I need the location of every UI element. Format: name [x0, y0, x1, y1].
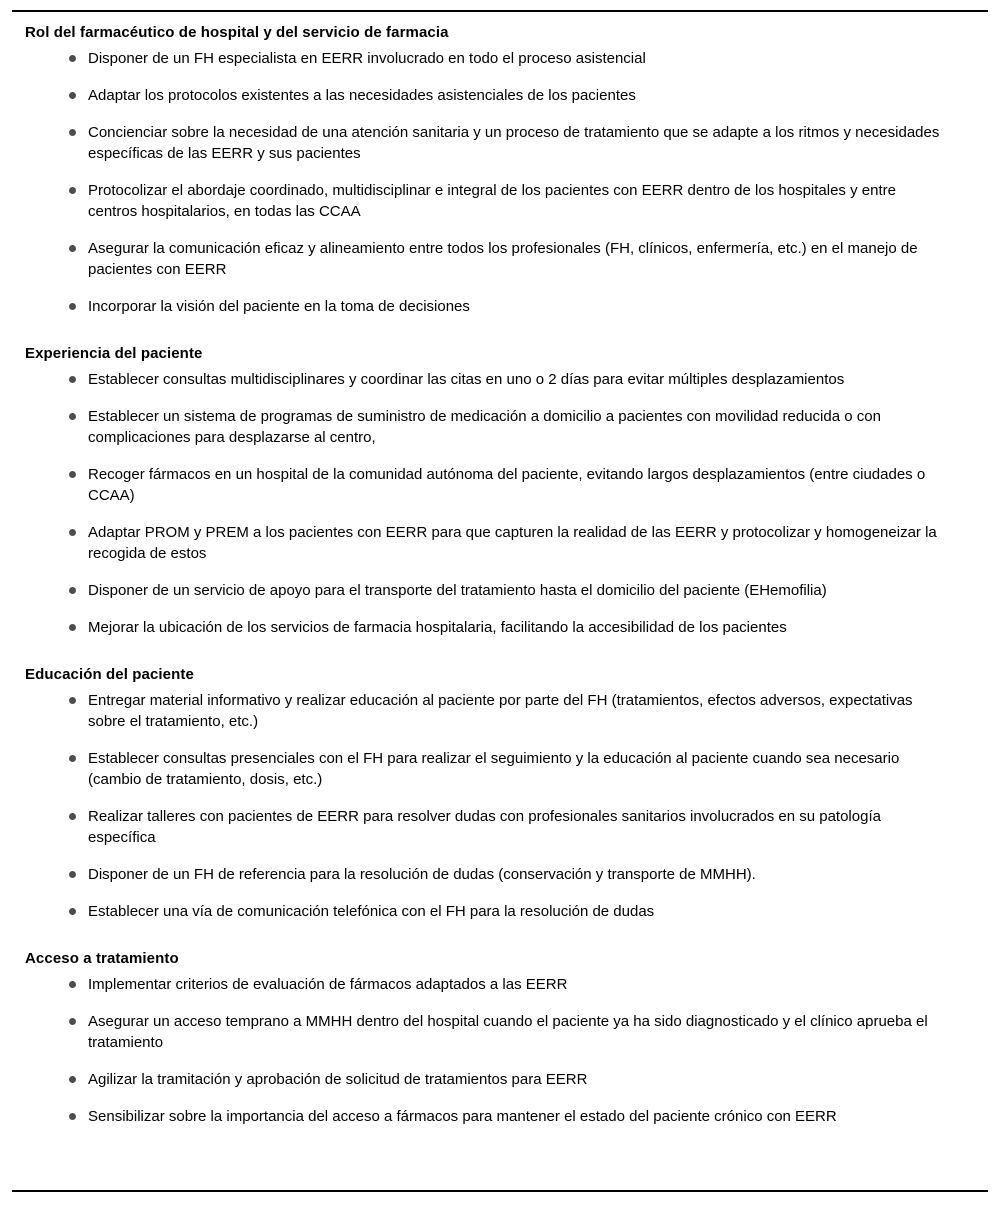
bullet-item: Entregar material informativo y realizar educación al paciente por parte del FH (tratamientos, efectos adversos, expectativas sobre el tratamiento, etc.): [12, 690, 970, 732]
section-title: Educación del paciente: [25, 666, 194, 683]
bullet-item: Agilizar la tramitación y aprobación de solicitud de tratamientos para EERR: [12, 1069, 970, 1090]
section-title: Rol del farmacéutico de hospital y del servicio de farmacia: [25, 24, 449, 41]
section-3: [12, 664, 988, 922]
bullet-item: Establecer una vía de comunicación telefónica con el FH para la resolución de dudas: [12, 901, 970, 922]
top-rule: [12, 10, 988, 12]
bullet-item: Establecer consultas multidisciplinares y coordinar las citas en uno o 2 días para evitar múltiples desplazamientos: [12, 369, 970, 390]
bullet-item: Establecer un sistema de programas de suministro de medicación a domicilio a pacientes con movilidad reducida o con complicaciones para desplazarse al centro,: [12, 406, 970, 448]
section-4: [12, 948, 988, 1127]
bullet-item: Recoger fármacos en un hospital de la comunidad autónoma del paciente, evitando largos desplazamientos (entre ciudades o CCAA): [12, 464, 970, 506]
bullet-list: [12, 690, 988, 922]
bullet-item: Disponer de un servicio de apoyo para el transporte del tratamiento hasta el domicilio del paciente (EHemofilia): [12, 580, 970, 601]
section-1: [12, 22, 988, 317]
bullet-item: Disponer de un FH especialista en EERR involucrado en todo el proceso asistencial: [12, 48, 970, 69]
bullet-item: Adaptar PROM y PREM a los pacientes con EERR para que capturen la realidad de las EERR y protocolizar y homogeneizar la recogida de estos: [12, 522, 970, 564]
bullet-item: Disponer de un FH de referencia para la resolución de dudas (conservación y transporte de MMHH).: [12, 864, 970, 885]
sections-container: [12, 22, 988, 1127]
bullet-item: Asegurar un acceso temprano a MMHH dentro del hospital cuando el paciente ya ha sido diagnosticado y el clínico aprueba el tratamiento: [12, 1011, 970, 1053]
bullet-item: Concienciar sobre la necesidad de una atención sanitaria y un proceso de tratamiento que se adapte a los ritmos y necesidades específicas de las EERR y sus pacientes: [12, 122, 970, 164]
bullet-item: Realizar talleres con pacientes de EERR para resolver dudas con profesionales sanitarios involucrados en su patología específica: [12, 806, 970, 848]
bullet-item: Sensibilizar sobre la importancia del acceso a fármacos para mantener el estado del paciente crónico con EERR: [12, 1106, 970, 1127]
section-2: [12, 343, 988, 638]
bullet-item: Mejorar la ubicación de los servicios de farmacia hospitalaria, facilitando la accesibilidad de los pacientes: [12, 617, 970, 638]
bullet-item: Establecer consultas presenciales con el FH para realizar el seguimiento y la educación al paciente cuando sea necesario (cambio de tratamiento, dosis, etc.): [12, 748, 970, 790]
section-title: Experiencia del paciente: [25, 345, 203, 362]
section-title: Acceso a tratamiento: [25, 950, 179, 967]
bullet-list: [12, 974, 988, 1127]
bullet-item: Incorporar la visión del paciente en la toma de decisiones: [12, 296, 970, 317]
bullet-item: Asegurar la comunicación eficaz y alineamiento entre todos los profesionales (FH, clínicos, enfermería, etc.) en el manejo de pacientes con EERR: [12, 238, 970, 280]
bottom-rule: [12, 1190, 988, 1192]
bullet-item: Protocolizar el abordaje coordinado, multidisciplinar e integral de los pacientes con EERR dentro de los hospitales y entre centros hospitalarios, en todas las CCAA: [12, 180, 970, 222]
bullet-list: [12, 369, 988, 638]
bullet-list: [12, 48, 988, 317]
bullet-item: Implementar criterios de evaluación de fármacos adaptados a las EERR: [12, 974, 970, 995]
bullet-item: Adaptar los protocolos existentes a las necesidades asistenciales de los pacientes: [12, 85, 970, 106]
